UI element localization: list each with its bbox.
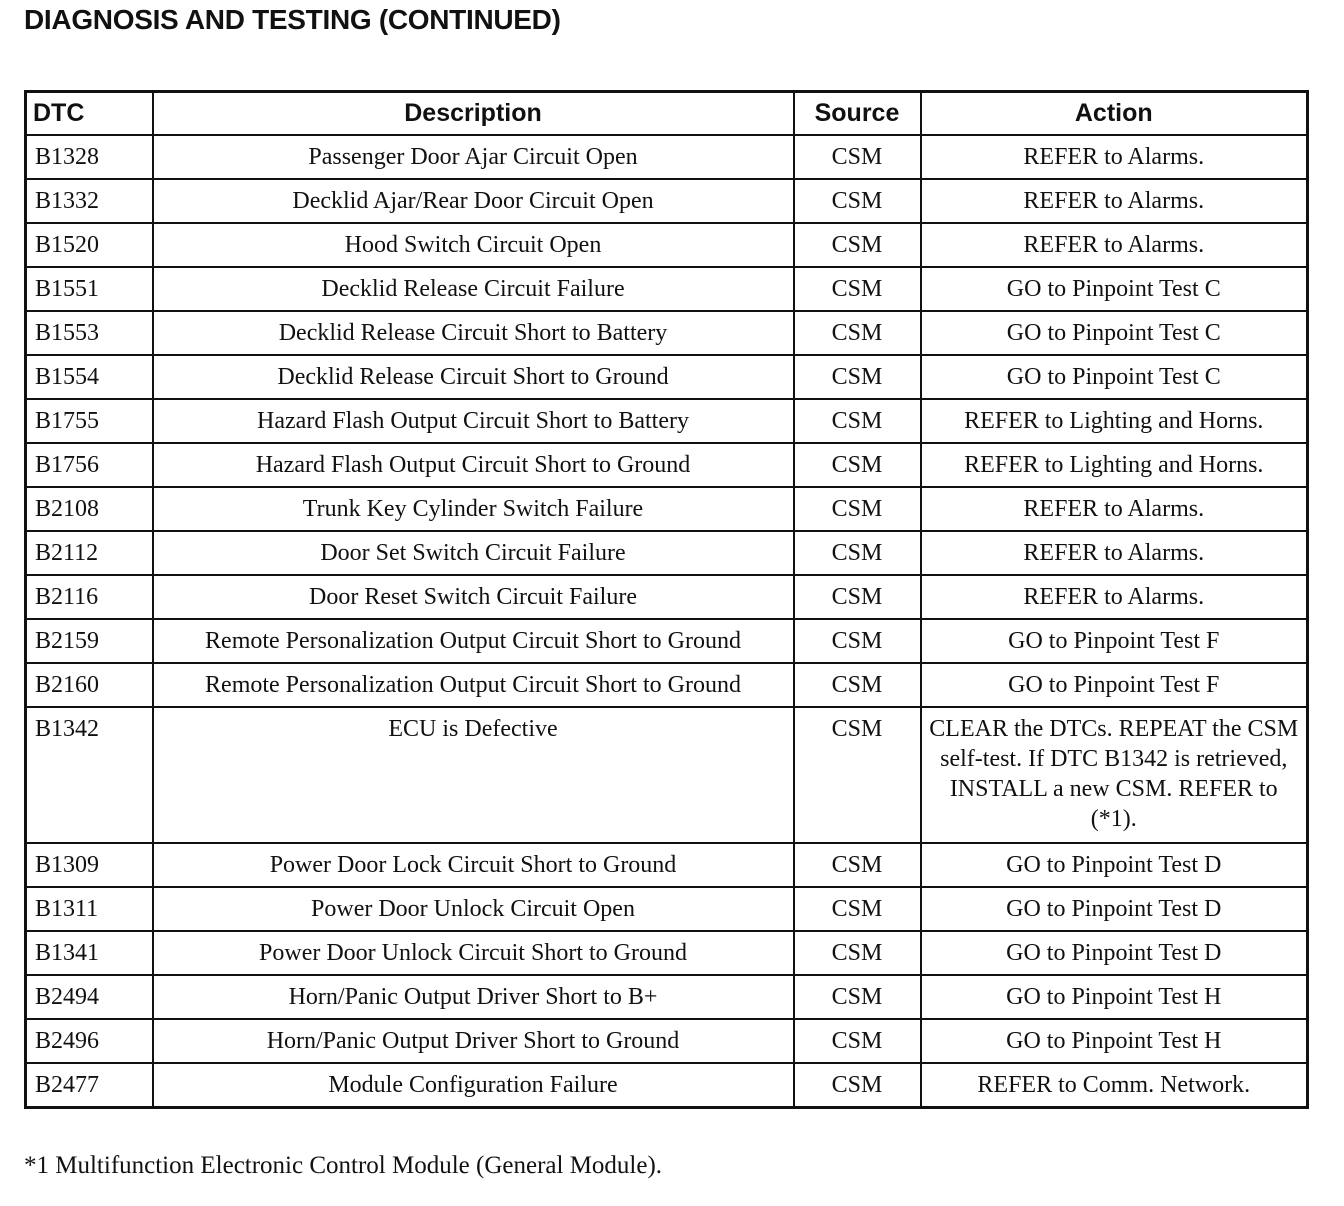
table-row: [26, 707, 1308, 843]
dtc-cell: B2494: [26, 975, 153, 1019]
table-row: [26, 531, 1308, 575]
dtc-cell: B1332: [26, 179, 153, 223]
description-cell: Power Door Unlock Circuit Short to Ground: [153, 931, 794, 975]
description-cell: ECU is Defective: [153, 707, 794, 843]
dtc-cell: B2112: [26, 531, 153, 575]
source-cell: CSM: [794, 399, 921, 443]
action-cell: GO to Pinpoint Test H: [921, 975, 1308, 1019]
action-cell: REFER to Alarms.: [921, 487, 1308, 531]
description-cell: Trunk Key Cylinder Switch Failure: [153, 487, 794, 531]
table-row: [26, 267, 1308, 311]
dtc-cell: B1756: [26, 443, 153, 487]
dtc-cell: B1553: [26, 311, 153, 355]
dtc-cell: B1328: [26, 135, 153, 179]
header-dtc: DTC: [26, 92, 153, 136]
source-cell: CSM: [794, 311, 921, 355]
dtc-cell: B2116: [26, 575, 153, 619]
description-cell: Decklid Ajar/Rear Door Circuit Open: [153, 179, 794, 223]
source-cell: CSM: [794, 179, 921, 223]
dtc-cell: B1342: [26, 707, 153, 843]
action-cell: GO to Pinpoint Test D: [921, 887, 1308, 931]
table-row: [26, 311, 1308, 355]
table-row: [26, 575, 1308, 619]
description-cell: Decklid Release Circuit Short to Ground: [153, 355, 794, 399]
dtc-cell: B2160: [26, 663, 153, 707]
table-row: [26, 663, 1308, 707]
action-cell: CLEAR the DTCs. REPEAT the CSM self-test. If DTC B1342 is retrieved, INSTALL a new CSM. REFER to (*1).: [921, 707, 1308, 843]
action-cell: REFER to Alarms.: [921, 135, 1308, 179]
table-row: [26, 843, 1308, 887]
table-row: [26, 975, 1308, 1019]
action-cell: GO to Pinpoint Test F: [921, 663, 1308, 707]
action-cell: REFER to Alarms.: [921, 575, 1308, 619]
dtc-cell: B1554: [26, 355, 153, 399]
description-cell: Hazard Flash Output Circuit Short to Ground: [153, 443, 794, 487]
action-cell: GO to Pinpoint Test C: [921, 267, 1308, 311]
description-cell: Power Door Lock Circuit Short to Ground: [153, 843, 794, 887]
source-cell: CSM: [794, 707, 921, 843]
table-header-row: [26, 92, 1308, 136]
table-body: [26, 135, 1308, 1107]
dtc-cell: B1755: [26, 399, 153, 443]
action-cell: GO to Pinpoint Test D: [921, 843, 1308, 887]
action-cell: GO to Pinpoint Test C: [921, 355, 1308, 399]
dtc-cell: B2477: [26, 1063, 153, 1107]
dtc-cell: B1341: [26, 931, 153, 975]
description-cell: Decklid Release Circuit Short to Battery: [153, 311, 794, 355]
source-cell: CSM: [794, 1019, 921, 1063]
action-cell: REFER to Alarms.: [921, 531, 1308, 575]
dtc-cell: B2496: [26, 1019, 153, 1063]
header-description: Description: [153, 92, 794, 136]
table-row: [26, 887, 1308, 931]
table-row: [26, 355, 1308, 399]
table-row: [26, 179, 1308, 223]
action-cell: GO to Pinpoint Test D: [921, 931, 1308, 975]
action-cell: REFER to Alarms.: [921, 179, 1308, 223]
table-row: [26, 443, 1308, 487]
dtc-cell: B1311: [26, 887, 153, 931]
header-source: Source: [794, 92, 921, 136]
action-cell: GO to Pinpoint Test H: [921, 1019, 1308, 1063]
action-cell: GO to Pinpoint Test C: [921, 311, 1308, 355]
source-cell: CSM: [794, 443, 921, 487]
description-cell: Module Configuration Failure: [153, 1063, 794, 1107]
description-cell: Passenger Door Ajar Circuit Open: [153, 135, 794, 179]
source-cell: CSM: [794, 531, 921, 575]
table-row: [26, 223, 1308, 267]
table-row: [26, 487, 1308, 531]
table-row: [26, 399, 1308, 443]
description-cell: Hazard Flash Output Circuit Short to Battery: [153, 399, 794, 443]
description-cell: Remote Personalization Output Circuit Short to Ground: [153, 619, 794, 663]
header-action: Action: [921, 92, 1308, 136]
description-cell: Door Reset Switch Circuit Failure: [153, 575, 794, 619]
action-cell: REFER to Lighting and Horns.: [921, 443, 1308, 487]
source-cell: CSM: [794, 663, 921, 707]
action-cell: REFER to Lighting and Horns.: [921, 399, 1308, 443]
source-cell: CSM: [794, 887, 921, 931]
description-cell: Door Set Switch Circuit Failure: [153, 531, 794, 575]
description-cell: Power Door Unlock Circuit Open: [153, 887, 794, 931]
dtc-cell: B1309: [26, 843, 153, 887]
source-cell: CSM: [794, 1063, 921, 1107]
page-title: DIAGNOSIS AND TESTING (CONTINUED): [24, 4, 561, 35]
source-cell: CSM: [794, 267, 921, 311]
dtc-cell: B2159: [26, 619, 153, 663]
dtc-cell: B2108: [26, 487, 153, 531]
dtc-table: [24, 90, 1309, 1109]
source-cell: CSM: [794, 975, 921, 1019]
dtc-cell: B1520: [26, 223, 153, 267]
description-cell: Horn/Panic Output Driver Short to B+: [153, 975, 794, 1019]
action-cell: GO to Pinpoint Test F: [921, 619, 1308, 663]
action-cell: REFER to Comm. Network.: [921, 1063, 1308, 1107]
dtc-cell: B1551: [26, 267, 153, 311]
table-row: [26, 931, 1308, 975]
description-cell: Remote Personalization Output Circuit Short to Ground: [153, 663, 794, 707]
source-cell: CSM: [794, 575, 921, 619]
table-row: [26, 1019, 1308, 1063]
table-row: [26, 1063, 1308, 1107]
action-cell: REFER to Alarms.: [921, 223, 1308, 267]
source-cell: CSM: [794, 355, 921, 399]
table-row: [26, 135, 1308, 179]
source-cell: CSM: [794, 135, 921, 179]
description-cell: Horn/Panic Output Driver Short to Ground: [153, 1019, 794, 1063]
table-row: [26, 619, 1308, 663]
description-cell: Hood Switch Circuit Open: [153, 223, 794, 267]
footnote: *1 Multifunction Electronic Control Module (General Module).: [24, 1152, 663, 1179]
source-cell: CSM: [794, 843, 921, 887]
source-cell: CSM: [794, 619, 921, 663]
source-cell: CSM: [794, 223, 921, 267]
source-cell: CSM: [794, 931, 921, 975]
description-cell: Decklid Release Circuit Failure: [153, 267, 794, 311]
source-cell: CSM: [794, 487, 921, 531]
